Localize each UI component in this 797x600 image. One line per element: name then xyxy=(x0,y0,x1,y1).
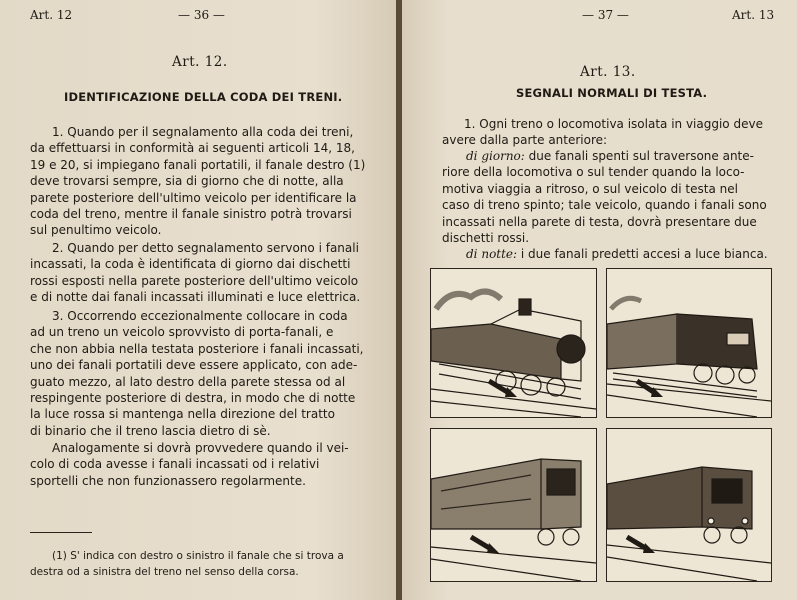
section-heading-right: SEGNALI NORMALI DI TESTA. xyxy=(516,86,708,100)
text-line: (1) S' indica con destro o sinistro il fanale che si trova a xyxy=(52,550,344,562)
right-page xyxy=(402,0,797,600)
text-line: deve trovarsi sempre, sia di giorno che di notte, alla xyxy=(30,174,344,189)
text-line xyxy=(442,148,782,164)
intro-paragraph xyxy=(442,116,782,149)
text-line: caso di treno spinto; tale veicolo, quando i fanali sono xyxy=(442,198,767,213)
text-line: Analogamente si dovrà provvedere quando il vei- xyxy=(52,441,349,455)
locomotive-tender-drawing xyxy=(607,269,771,417)
illustration-steam-locomotive xyxy=(430,268,597,418)
text-line: guato mezzo, al lato destro della parete stessa od al xyxy=(30,374,346,389)
night-text: i due fanali predetti accesi a luce bianca. xyxy=(517,247,768,261)
paragraph-2 xyxy=(30,240,370,306)
text-line: la luce rossa si mantenga nella direzione del tratto xyxy=(30,407,335,422)
text-line: incassati nella parete di testa, dovrà presentare due xyxy=(442,214,757,229)
footnote xyxy=(30,548,370,580)
text-line: rossi esposti nella parete posteriore dell'ultimo veicolo xyxy=(30,273,359,288)
text-line: coda del treno, mentre il fanale sinistro potrà trovarsi xyxy=(30,207,352,222)
text-line: 3. Occorrendo eccezionalmente collocare in coda xyxy=(52,309,348,323)
text-line: respingente posteriore di destra, in modo che di notte xyxy=(30,391,356,406)
page-number-right: — 37 — xyxy=(582,8,629,22)
text-line: riore della locomotiva o sul tender quando la loco- xyxy=(442,165,745,180)
text-line: 1. Quando per il segnalamento alla coda dei treni, xyxy=(52,125,354,139)
illustration-locomotive-tender xyxy=(606,268,772,418)
text-line: destra od a sinistra del treno nel senso della corsa. xyxy=(30,566,299,578)
night-label: di notte: xyxy=(466,247,518,261)
paragraph-1 xyxy=(30,124,370,239)
illustration-passenger-coach-night xyxy=(606,428,772,582)
text-line: incassati, la coda è identificata di giorno dai dischetti xyxy=(30,257,351,272)
running-head-left: Art. 12 xyxy=(30,8,73,22)
text-line: avere dalla parte anteriore: xyxy=(442,133,608,148)
day-signals-paragraph xyxy=(442,148,782,246)
text-line: da effettuarsi in conformità ai seguenti articoli 14, 18, xyxy=(30,141,355,156)
footnote-rule xyxy=(30,532,92,533)
passenger-coach-day-drawing xyxy=(431,429,596,581)
left-page xyxy=(0,0,396,600)
text-line: ad un treno un veicolo sprovvisto di porta-fanali, e xyxy=(30,325,334,340)
day-label: di giorno: xyxy=(466,149,525,163)
night-signals-paragraph xyxy=(466,246,786,262)
running-head-right: Art. 13 xyxy=(732,8,775,22)
text-line: dischetti rossi. xyxy=(442,231,530,246)
section-heading-left: IDENTIFICAZIONE DELLA CODA DEI TRENI. xyxy=(64,90,343,104)
text-line: colo di coda avesse i fanali incassati od i relativi xyxy=(30,457,320,472)
text-line: sportelli che non funzionassero regolarmente. xyxy=(30,473,306,488)
text-line: 1. Ogni treno o locomotiva isolata in viaggio deve xyxy=(464,117,763,131)
text-line: motiva viaggia a ritroso, o sul veicolo di testa nel xyxy=(442,181,738,196)
text-line: di binario che il treno lascia dietro di sè. xyxy=(30,423,271,438)
page-number-left: — 36 — xyxy=(178,8,225,22)
text-line: parete posteriore dell'ultimo veicolo per identificare la xyxy=(30,190,357,205)
paragraph-3 xyxy=(30,308,370,439)
text-line: uno dei fanali portatili deve essere applicato, con ade- xyxy=(30,358,358,373)
text-line: 2. Quando per detto segnalamento servono i fanali xyxy=(52,241,359,255)
text-line: che non abbia nella testata posteriore i fanali incassati, xyxy=(30,341,364,356)
article-title-right: Art. 13. xyxy=(580,64,636,80)
article-title-left: Art. 12. xyxy=(172,54,228,70)
passenger-coach-night-drawing xyxy=(607,429,771,581)
text-line: sul penultimo veicolo. xyxy=(30,223,162,238)
text-line: 19 e 20, si impiegano fanali portatili, il fanale destro (1) xyxy=(30,157,366,172)
paragraph-4 xyxy=(30,440,370,489)
day-text-start: due fanali spenti sul traversone ante- xyxy=(524,149,754,163)
steam-locomotive-drawing xyxy=(431,269,596,417)
illustration-passenger-coach-day xyxy=(430,428,597,582)
text-line: e di notte dai fanali incassati illuminati e luce elettrica. xyxy=(30,290,361,305)
